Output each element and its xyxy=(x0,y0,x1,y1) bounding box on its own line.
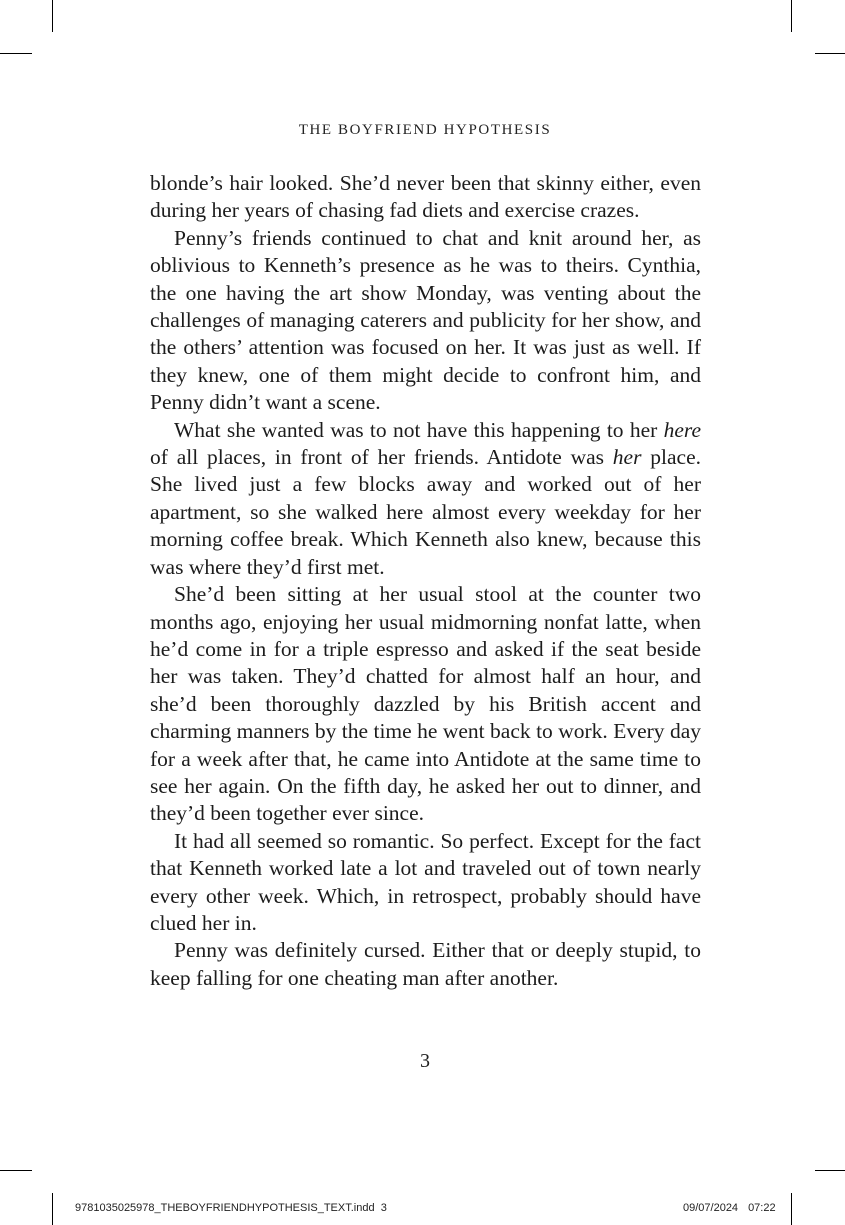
paragraph xyxy=(150,417,701,581)
paragraph-text: Penny’s friends continued to chat and knit around her, as oblivious to Kenneth’s presence as he was to theirs. Cynthia, the one having the art show Monday, was venting about the challenges of managing caterers and publicity for her show, and the others’ attention was focused on her. It was just as well. If they knew, one of them might decide to confront him, and Penny didn’t want a scene. xyxy=(150,225,701,415)
paragraph-text: place. She lived just a few blocks away and worked out of her apartment, so she walked here almost every weekday for her morning coffee break. Which Kenneth also knew, because this was where they’d first met. xyxy=(150,445,701,579)
paragraph xyxy=(150,937,701,992)
paragraph-text: blonde’s hair looked. She’d never been that skinny either, even during her years of chasing fad diets and exercise crazes. xyxy=(150,171,701,223)
slug-time: 07:22 xyxy=(748,1202,776,1214)
paragraph xyxy=(150,225,701,417)
paragraph xyxy=(150,170,701,225)
page-number: 3 xyxy=(420,1050,430,1072)
crop-mark-bottom-right-h xyxy=(815,1170,845,1171)
slug-date-text: 09/07/2024 xyxy=(683,1202,739,1214)
slug-filename xyxy=(75,1202,387,1214)
crop-mark-top-right-h xyxy=(815,53,845,54)
paragraph-text: She’d been sitting at her usual stool at the counter two months ago, enjoying her usual midmorning nonfat latte, when he’d come in for a triple espresso and asked if the seat beside her was taken. They’d chatted for almost half an hour, and she’d been thoroughly dazzled by his British accent and charming manners by the time he went back to work. Every day for a week after that, he came into Antidote at the same time to see her again. On the fifth day, he asked her out to dinner, and they’d been together ever since. xyxy=(150,582,701,826)
slug-filename-text: 9781035025978_THEBOYFRIENDHYPOTHESIS_TEXT.indd xyxy=(75,1202,375,1214)
crop-mark-bottom-left xyxy=(52,1193,53,1225)
crop-mark-bottom-right xyxy=(791,1193,792,1225)
running-head: THE BOYFRIEND HYPOTHESIS xyxy=(298,122,552,138)
crop-mark-top-right xyxy=(791,0,792,32)
slug-date xyxy=(683,1202,776,1214)
paragraph-text: of all places, in front of her friends. Antidote was xyxy=(150,445,613,470)
paragraph-text: What she wanted was to not have this happening to her xyxy=(174,417,664,442)
paragraph xyxy=(150,828,701,938)
body-text xyxy=(150,170,701,992)
emphasis: her xyxy=(612,445,642,470)
slug-page: 3 xyxy=(380,1202,387,1214)
crop-mark-top-left-h xyxy=(0,53,32,54)
crop-mark-top-left xyxy=(52,0,53,32)
paragraph-text: Penny was definitely cursed. Either that or deeply stupid, to keep falling for one cheating man after another. xyxy=(150,938,701,990)
paragraph xyxy=(150,581,701,828)
emphasis: here xyxy=(663,417,701,442)
crop-mark-bottom-left-h xyxy=(0,1170,32,1171)
paragraph-text: It had all seemed so romantic. So perfect. Except for the fact that Kenneth worked late a lot and traveled out of town nearly every other week. Which, in retrospect, probably should have clued her in. xyxy=(150,828,701,935)
